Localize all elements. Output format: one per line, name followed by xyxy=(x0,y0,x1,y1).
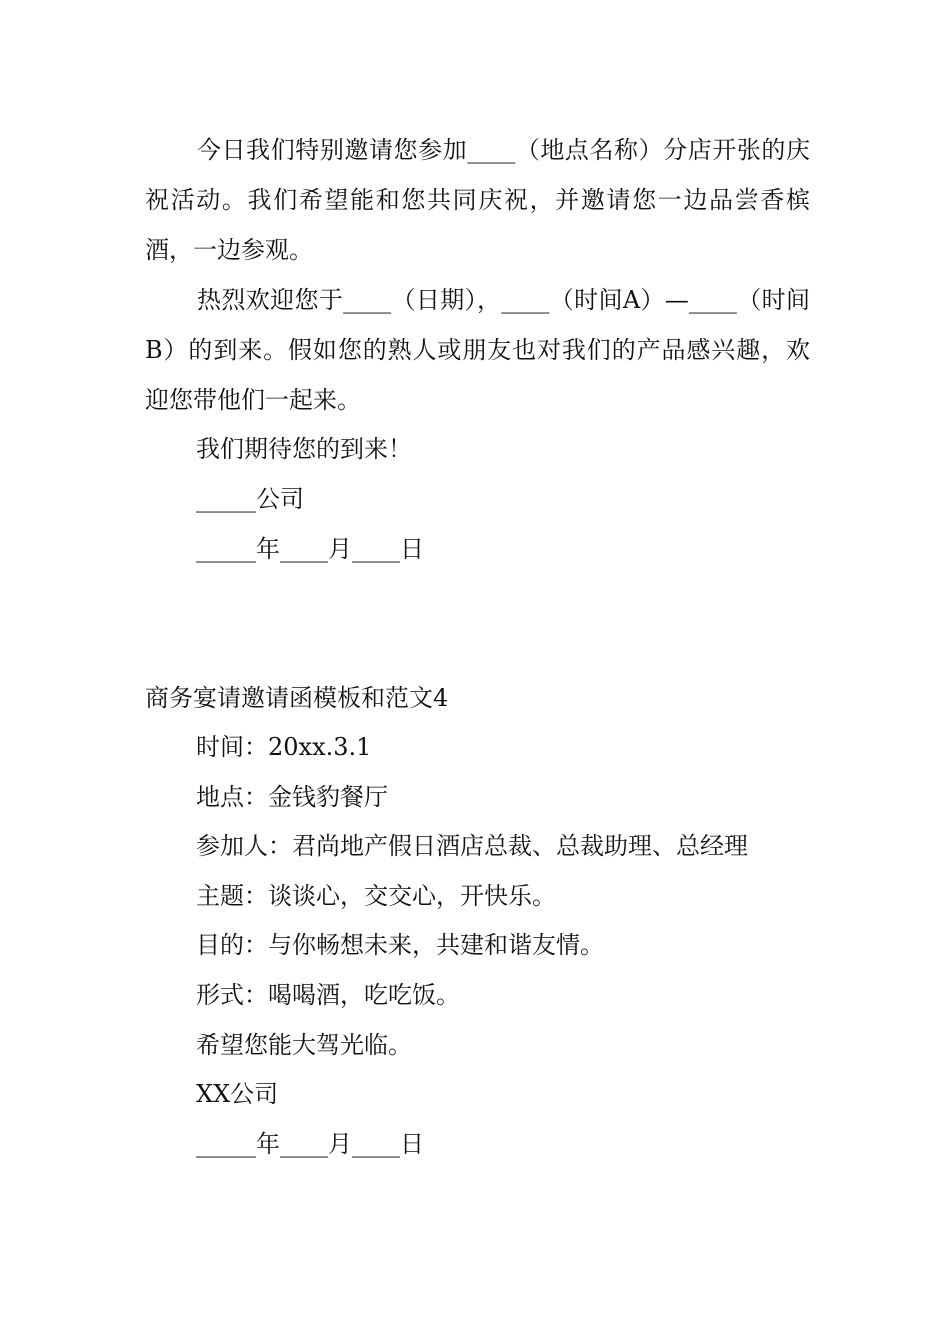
event-attendees: 参加人：君尚地产假日酒店总裁、总裁助理、总经理 xyxy=(196,832,748,860)
event-form: 形式：喝喝酒，吃吃饭。 xyxy=(196,981,460,1009)
event-date-line: _____年____月____日 xyxy=(196,1130,424,1158)
event-place: 地点：金钱豹餐厅 xyxy=(196,783,388,811)
closing-line: 我们期待您的到来！ xyxy=(196,435,412,463)
event-purpose: 目的：与你畅想未来，共建和谐友情。 xyxy=(196,931,604,959)
event-company-signature: XX公司 xyxy=(196,1080,279,1108)
date-line: _____年____月____日 xyxy=(196,535,424,563)
welcome-paragraph: 热烈欢迎您于____（日期），____（时间A）—____（时间B）的到来。假如您的熟人或朋友也对我们的产品感兴趣，欢迎您带他们一起来。 xyxy=(145,286,810,414)
company-signature: _____公司 xyxy=(196,485,304,513)
event-theme: 主题：谈谈心，交交心，开快乐。 xyxy=(196,882,556,910)
opening-invitation-paragraph: 今日我们特别邀请您参加____（地点名称）分店开张的庆祝活动。我们希望能和您共同庆祝，并邀请您一边品尝香槟酒，一边参观。 xyxy=(145,136,810,264)
section-heading: 商务宴请邀请函模板和范文4 xyxy=(145,684,449,712)
event-time: 时间：20xx.3.1 xyxy=(196,733,372,761)
event-closing: 希望您能大驾光临。 xyxy=(196,1031,412,1059)
